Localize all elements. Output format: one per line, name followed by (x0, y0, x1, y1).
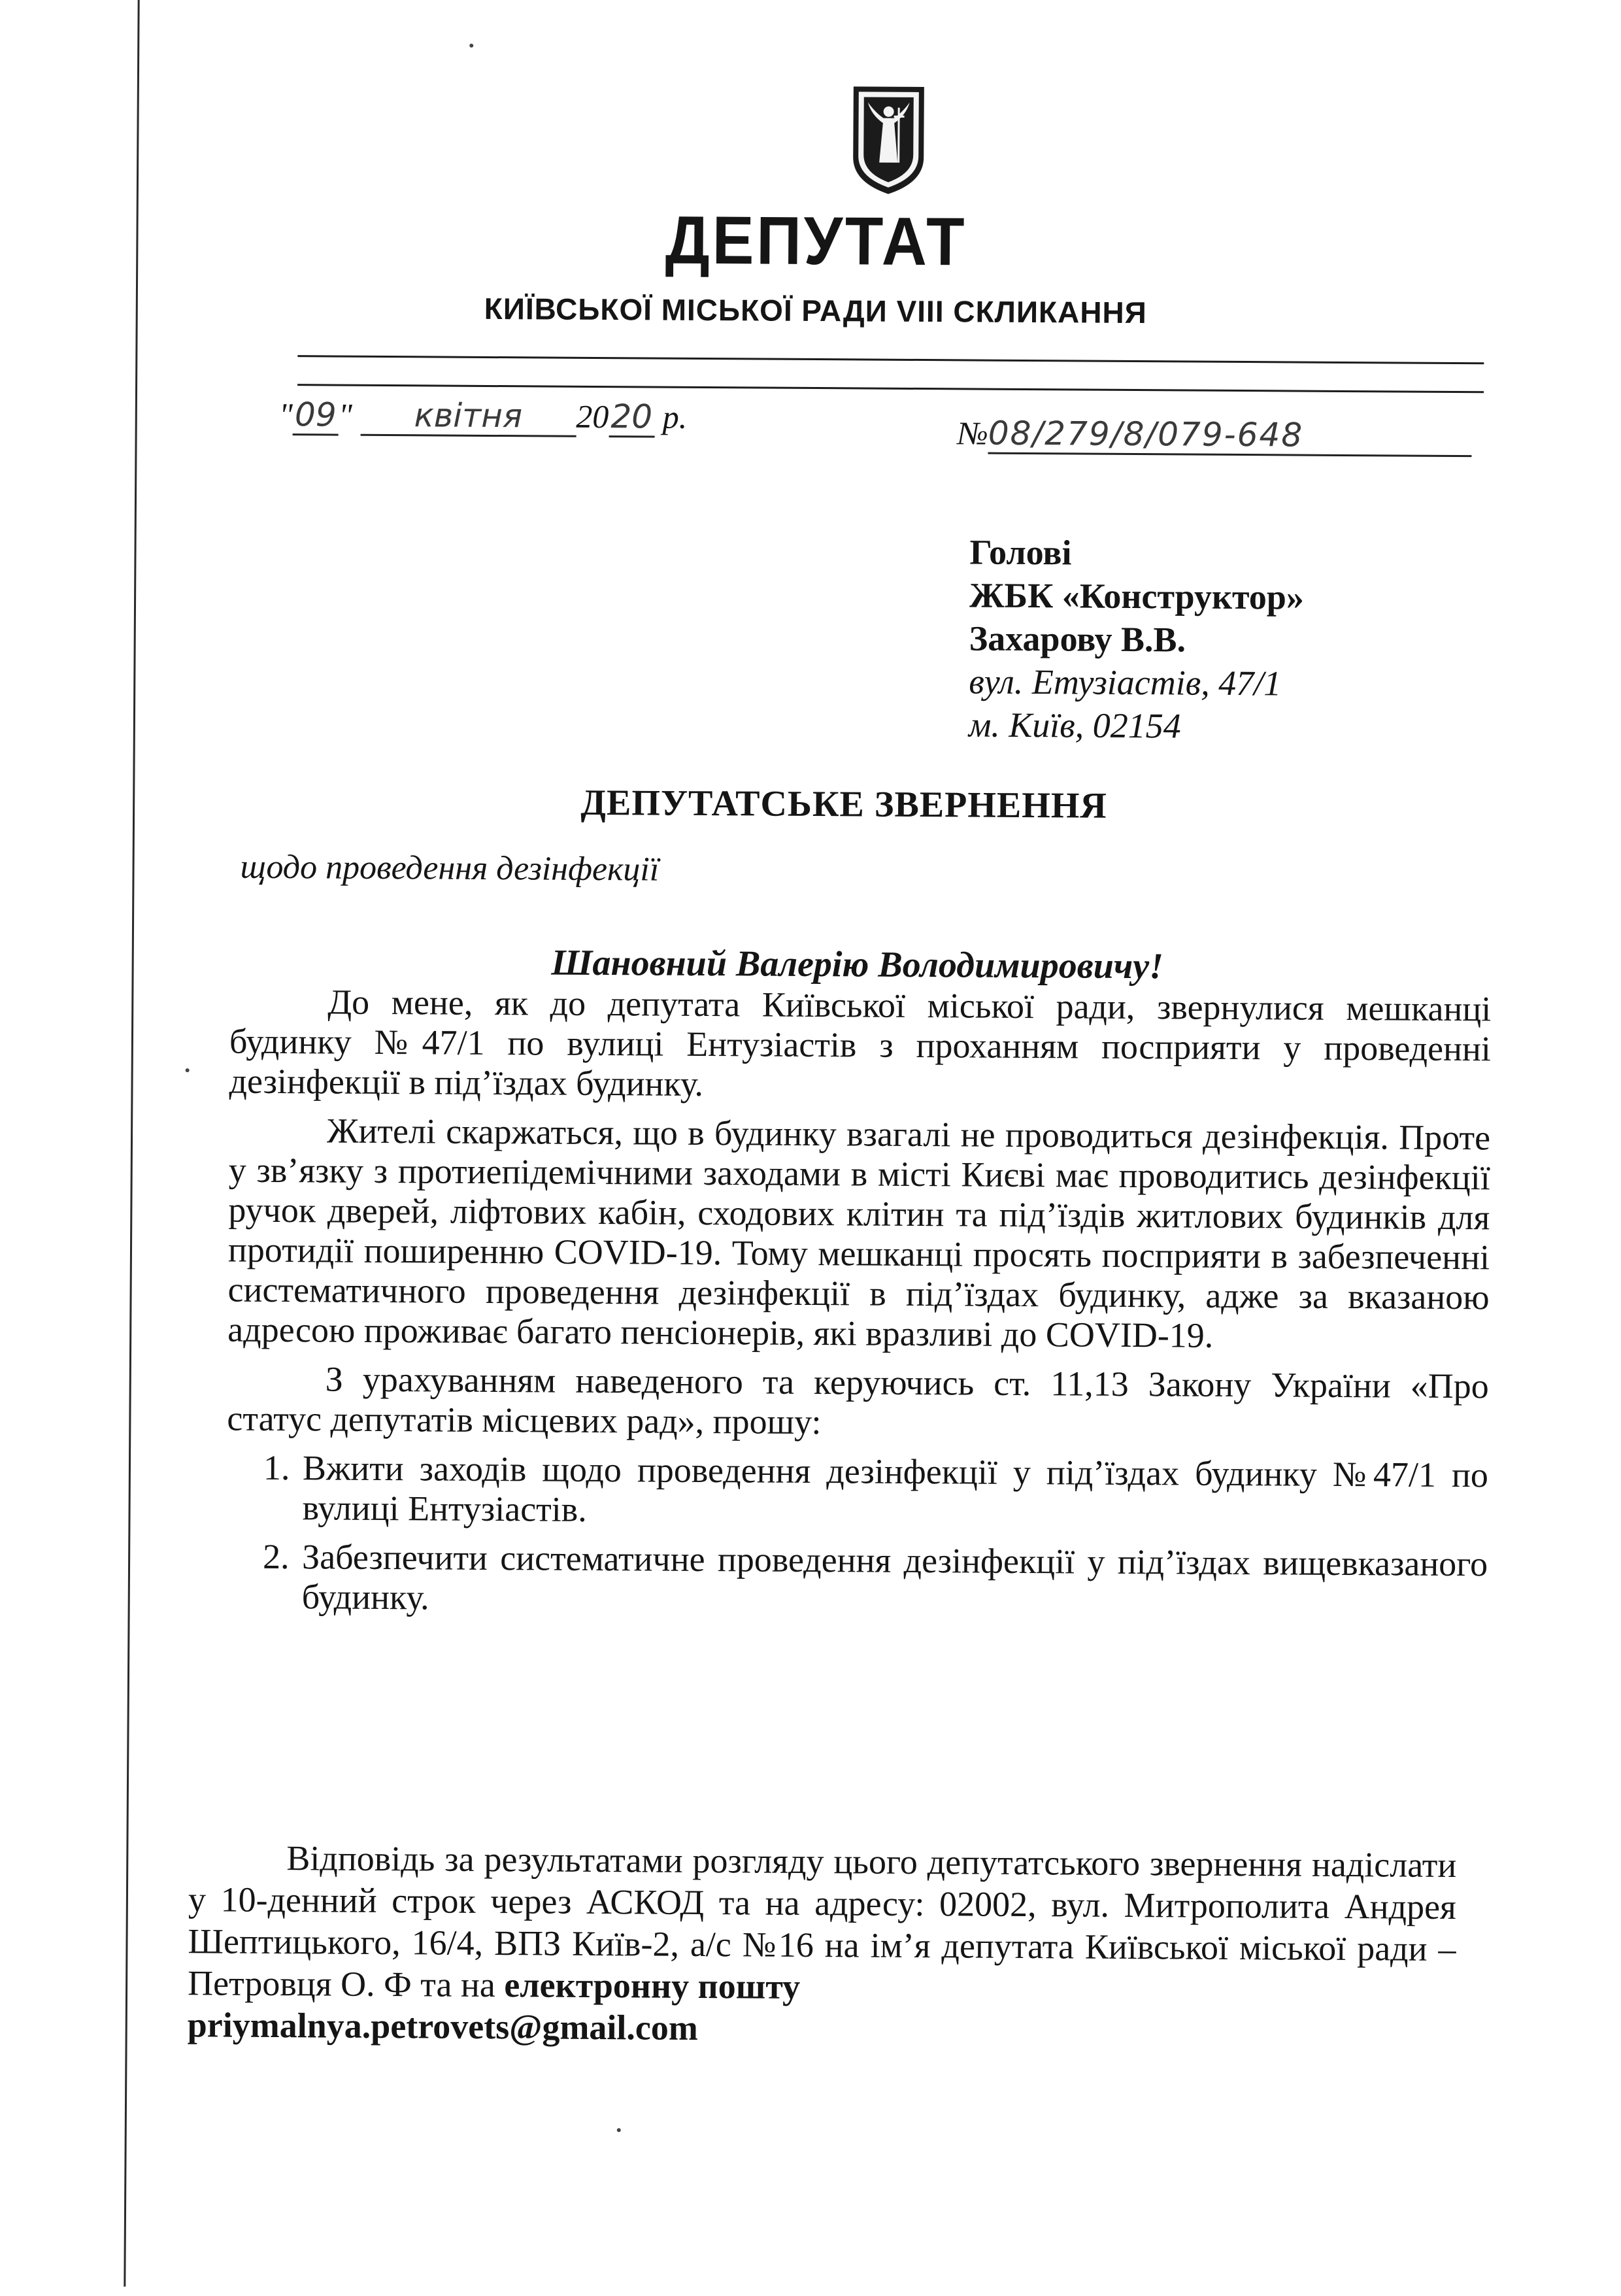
request-item-2: 2. Забезпечити систематичне проведення дезінфекції у під’їздах вищевказаного будинку. (298, 1537, 1488, 1624)
request-item-1: 1. Вжити заходів щодо проведення дезінфекції у під’їздах будинку №47/1 по вулиці Ентузіастів. (298, 1448, 1488, 1535)
recipient-city: м. Київ, 02154 (968, 705, 1181, 746)
document-heading: ДЕПУТАТСЬКЕ ЗВЕРНЕННЯ (580, 782, 1108, 826)
document-topic: щодо проведення дезінфекції (240, 848, 660, 888)
email-label: електронну пошту (504, 1965, 801, 2006)
registration-value: 08/279/8/079-648 (988, 414, 1472, 458)
kyiv-coat-of-arms-icon (849, 84, 928, 197)
scan-speck (469, 44, 473, 48)
registration-label: № (957, 414, 988, 452)
registration-number (957, 414, 1472, 457)
salutation: Шановний Валерію Володимировичу! (551, 942, 1164, 987)
scan-page-edge (124, 0, 139, 2287)
scan-speck (617, 2128, 621, 2132)
closing-paragraph (188, 1836, 1457, 2053)
recipient-organization: ЖБК «Конструктор» (969, 575, 1305, 617)
scan-speck (186, 1068, 190, 1072)
date-month: квітня (360, 396, 576, 437)
date-year-mark: р. (662, 398, 688, 435)
date-close-quote: " (338, 396, 352, 433)
date-year-suffix: 20 (609, 397, 654, 437)
header-rule-top (297, 355, 1484, 364)
recipient-street: вул. Етузіастів, 47/1 (969, 662, 1282, 703)
letterhead-subtitle: КИЇВСЬКОЇ МІСЬКОЇ РАДИ VIII СКЛИКАННЯ (484, 291, 1147, 330)
header-rule-bottom (297, 384, 1484, 393)
recipient-block (969, 530, 1305, 748)
letter-date (279, 396, 688, 438)
closing-text: Відповідь за результатами розгляду цього депутатського звернення надіслати у 10-денний строк через АСКОД та на адресу: 02002, вул. Митрополита Андрея Шептицького, 16/4, ВПЗ Київ-2, а/с №16 на ім’я депутата Київської міської ради – Петровця О. Ф та на (187, 1838, 1457, 2005)
recipient-name: Захарову В.В. (969, 618, 1186, 660)
date-year-prefix: 20 (576, 397, 609, 435)
recipient-position: Голові (969, 532, 1072, 573)
body-paragraph-1: До мене, як до депутата Київської міської ради, звернулися мешканці будинку №47/1 по вулиці Ентузіастів з проханням посприяти у проведенні дезінфекції в під’їздах будинку. (229, 982, 1492, 1104)
date-open-quote: " (278, 396, 293, 433)
request-list (226, 1448, 1489, 1625)
body-paragraph-2: Жителі скаржаться, що в будинку взагалі не проводиться дезінфекція. Проте у зв’язку з протиепідемічними заходами в місті Києві має проводитись дезінфекції ручок дверей, ліфтових кабін, сходових клітин та під’їздів житлових будинків для протидії поширенню COVID-19. Тому мешканці просять посприяти в забезпеченні систематичного проведення дезінфекції в під’їздах будинку, адже за вказаною адресою проживає багато пенсіонерів, які вразливі до COVID-19. (227, 1111, 1491, 1355)
letterhead-title: ДЕПУТАТ (665, 202, 967, 280)
contact-email: priymalnya.petrovets@gmail.com (187, 2005, 699, 2048)
letter-body (226, 982, 1491, 1634)
body-paragraph-3: З урахуванням наведеного та керуючись ст. 11,13 Закону України «Про статус депутатів місцевих рад», прошу: (227, 1359, 1489, 1442)
date-day: 09 (293, 396, 339, 435)
